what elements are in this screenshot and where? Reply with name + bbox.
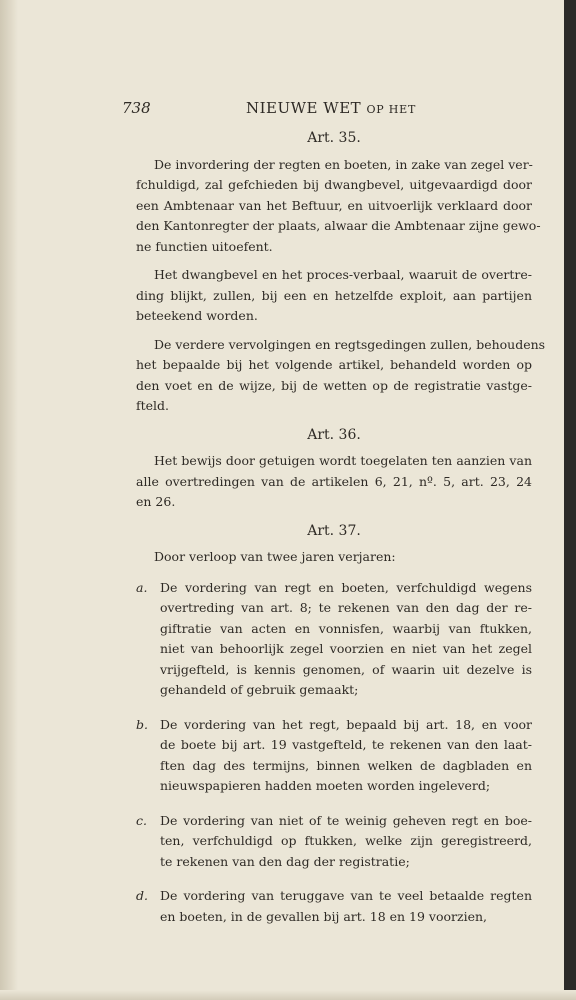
text-line: gehandeld of gebruik gemaakt; — [160, 682, 359, 697]
text-line: nieuwspapieren hadden moeten worden ingeleverd; — [160, 778, 491, 793]
item-letter: a. — [136, 579, 148, 595]
text-line: en 26. — [136, 494, 176, 509]
item-letter: c. — [136, 812, 147, 828]
item-text — [160, 811, 532, 873]
list-item — [136, 811, 532, 873]
text-line: beteekend worden. — [136, 308, 258, 323]
list-item — [136, 578, 532, 701]
article-heading: Art. 36. — [307, 426, 361, 443]
text-line: alle overtredingen van de artikelen 6, 21, nº. 5, art. 23, 24 — [136, 473, 532, 489]
paragraph — [136, 335, 546, 417]
page-gutter — [0, 0, 18, 1000]
text-line: niet van behoorlijk zegel voorzien en niet van het zegel — [160, 641, 532, 656]
text-line: Het dwangbevel en het proces-verbaal, waaruit de overtre- — [154, 267, 532, 282]
list-item — [136, 886, 532, 927]
text-line: Het bewijs door getuigen wordt toegelaten ten aanzien van — [154, 453, 532, 468]
text-line: De vordering van niet of te weinig geheven regt en boe- — [160, 812, 532, 828]
text-line: fchuldigd, zal gefchieden bij dwangbevel, uitgevaardigd door — [136, 177, 532, 192]
item-text — [160, 578, 532, 701]
item-letter: b. — [136, 716, 148, 732]
text-line: ten, verfchuldigd op ftukken, welke zijn geregistreerd, — [160, 833, 532, 848]
article-heading: Art. 37. — [307, 522, 361, 539]
text-line: te rekenen van den dag der registratie; — [160, 853, 410, 869]
running-head — [122, 96, 532, 120]
item-text — [160, 715, 532, 797]
text-line: De vordering van regt en boeten, verfchuldigd wegens — [160, 579, 532, 595]
text-line: De verdere vervolgingen en regtsgedingen zullen, behoudens — [154, 336, 546, 352]
text-line: ne functien uitoefent. — [136, 238, 273, 254]
page-edge — [564, 0, 576, 1000]
paragraph — [136, 451, 532, 513]
item-text — [160, 886, 532, 927]
text-line: overtreding van art. 8; te rekenen van den dag der re- — [160, 600, 532, 615]
paragraph — [136, 155, 541, 258]
list-item — [136, 715, 532, 797]
paragraph — [136, 547, 532, 568]
item-letter: d. — [136, 888, 148, 903]
page-content — [122, 96, 546, 941]
text-line: het bepaalde bij het volgende artikel, behandeld worden op — [136, 357, 532, 372]
text-line: en boeten, in de gevallen bij art. 18 en 19 voorzien, — [160, 908, 488, 924]
text-line: den voet en de wijze, bij de wetten op de registratie vastge- — [136, 377, 532, 393]
text-line: den Kantonregter der plaats, alwaar die Ambtenaar zijne gewo- — [136, 218, 541, 233]
article-heading: Art. 35. — [307, 130, 361, 146]
text-line: ding blijkt, zullen, bij een en hetzelfde exploit, aan partijen — [136, 287, 532, 303]
text-line: De vordering van het regt, bepaald bij art. 18, en voor — [160, 716, 532, 732]
text-line: ften dag des termijns, binnen welken de dagbladen en — [160, 757, 532, 773]
running-title — [246, 98, 416, 121]
articles — [136, 128, 546, 927]
text-line: De vordering van teruggave van te veel betaalde regten — [160, 888, 532, 903]
text-line: fteld. — [136, 398, 170, 413]
text-line: Door verloop van twee jaren verjaren: — [154, 549, 396, 564]
page-number: 738 — [122, 99, 151, 117]
text-line: giftratie van acten en vonnisfen, waarbij van ftukken, — [160, 620, 532, 636]
text-line: De invordering der regten en boeten, in zake van zegel ver- — [154, 156, 533, 172]
text-line: een Ambtenaar van het Beftuur, en uitvoerlijk verklaard door — [136, 197, 532, 213]
text-line: de boete bij art. 19 vastgefteld, te rekenen van den laat- — [160, 737, 532, 752]
running-title-small: OP HET — [366, 103, 417, 116]
running-title-main: NIEUWE WET — [246, 99, 362, 117]
paragraph — [136, 265, 532, 327]
text-line: vrijgefteld, is kennis genomen, of waarin uit dezelve is — [160, 661, 532, 677]
page-bottom-edge — [0, 990, 576, 1000]
